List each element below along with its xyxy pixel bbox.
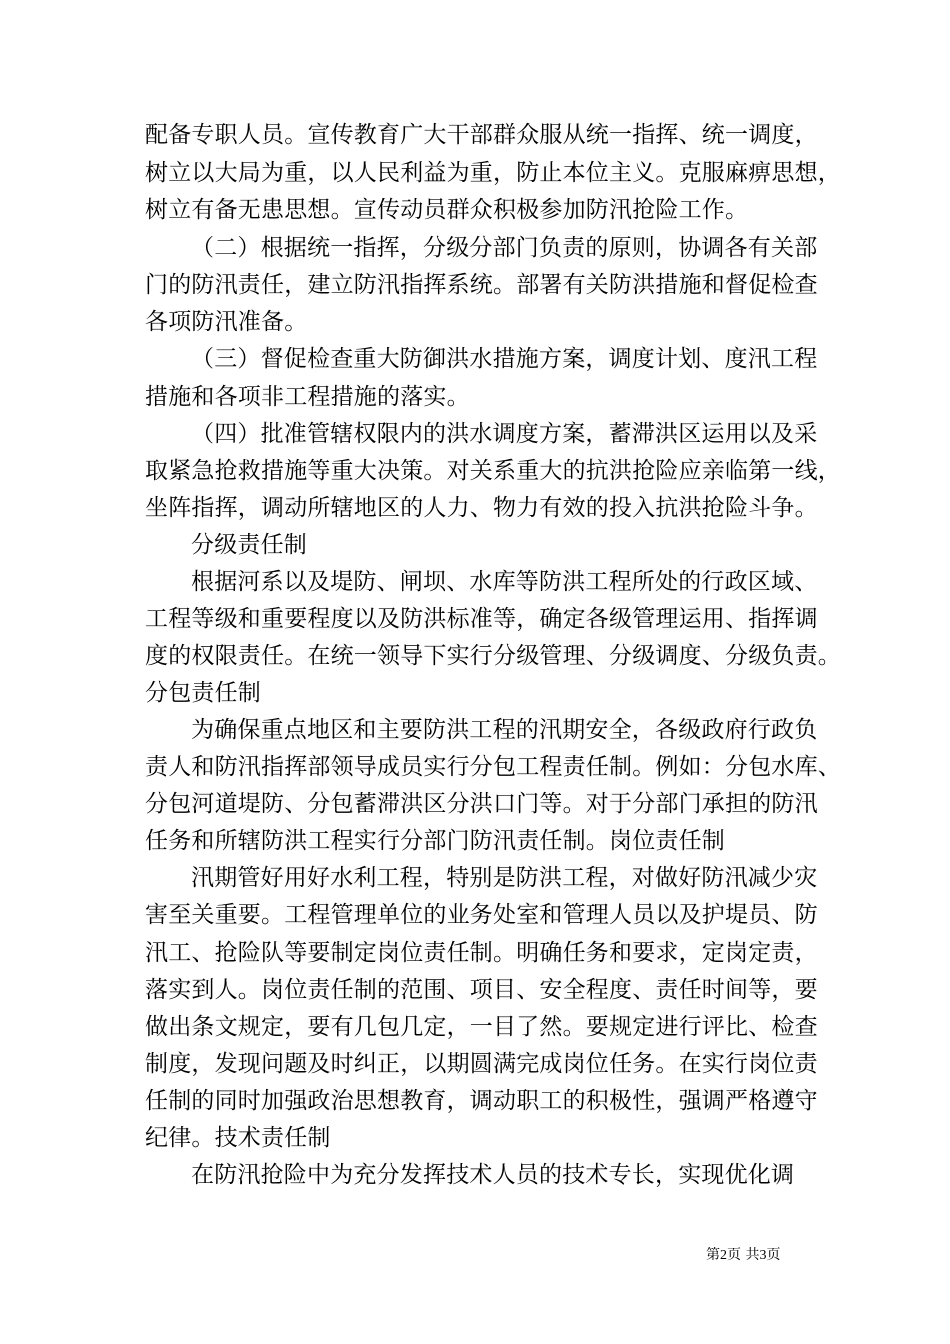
footer-prefix: 第 [706,1247,720,1263]
text-line: 门的防汛责任，建立防汛指挥系统。部署有关防洪措施和督促检查 [145,272,818,298]
text-line: 工程等级和重要程度以及防洪标准等，确定各级管理运用、指挥调 [145,606,818,632]
text-line: （三）督促检查重大防御洪水措施方案，调度计划、度汛工程 [191,346,818,372]
section-heading: 分包责任制 [145,680,261,706]
footer-total-pages: 3 [759,1248,767,1263]
text-line: 制度，发现问题及时纠正，以期圆满完成岗位任务。在实行岗位责 [145,1051,818,1077]
text-line: 度的权限责任。在统一领导下实行分级管理、分级调度、分级负责。 [145,643,841,669]
text-line: 汛期管好用好水利工程，特别是防洪工程，对做好防汛减少灾 [191,865,818,891]
text-line: 取紧急抢救措施等重大决策。对关系重大的抗洪抢险应亲临第一线， [145,458,841,484]
text-line: 害至关重要。工程管理单位的业务处室和管理人员以及护堤员、防 [145,902,818,928]
text-line: 在防汛抢险中为充分发挥技术人员的技术专长，实现优化调 [191,1162,795,1188]
text-line: 任务和所辖防洪工程实行分部门防汛责任制。岗位责任制 [145,828,725,854]
text-line: 责人和防汛指挥部领导成员实行分包工程责任制。例如：分包水库、 [145,754,841,780]
text-line: 各项防汛准备。 [145,309,308,335]
text-line: （四）批准管辖权限内的洪水调度方案，蓄滞洪区运用以及采 [191,421,818,447]
text-line: 坐阵指挥，调动所辖地区的人力、物力有效的投入抗洪抢险斗争。 [145,495,818,521]
text-line: 树立有备无患思想。宣传动员群众积极参加防汛抢险工作。 [145,197,749,223]
text-line: 做出条文规定，要有几包几定，一目了然。要规定进行评比、检查 [145,1014,818,1040]
text-line: 为确保重点地区和主要防洪工程的汛期安全，各级政府行政负 [191,717,818,743]
text-line: 落实到人。岗位责任制的范围、项目、安全程度、责任时间等，要 [145,977,818,1003]
text-line: 措施和各项非工程措施的落实。 [145,384,470,410]
text-line: 任制的同时加强政治思想教育，调动职工的积极性，强调严格遵守 [145,1088,818,1114]
text-line: 树立以大局为重，以人民利益为重，防止本位主义。克服麻痹思想， [145,160,841,186]
footer-suffix: 页 [766,1247,781,1263]
footer-page-number: 2 [720,1248,727,1263]
text-line: 配备专职人员。宣传教育广大干部群众服从统一指挥、统一调度， [145,122,818,148]
text-line: 纪律。技术责任制 [145,1125,331,1151]
text-line: 分包河道堤防、分包蓄滞洪区分洪口门等。对于分部门承担的防汛 [145,791,818,817]
text-line: （二）根据统一指挥，分级分部门负责的原则，协调各有关部 [191,235,818,261]
text-line: 汛工、抢险队等要制定岗位责任制。明确任务和要求，定岗定责， [145,940,818,966]
text-line: 根据河系以及堤防、闸坝、水库等防洪工程所处的行政区域、 [191,569,818,595]
page-number-footer [706,1245,780,1266]
section-heading: 分级责任制 [191,532,307,558]
footer-middle: 页 共 [727,1247,760,1263]
